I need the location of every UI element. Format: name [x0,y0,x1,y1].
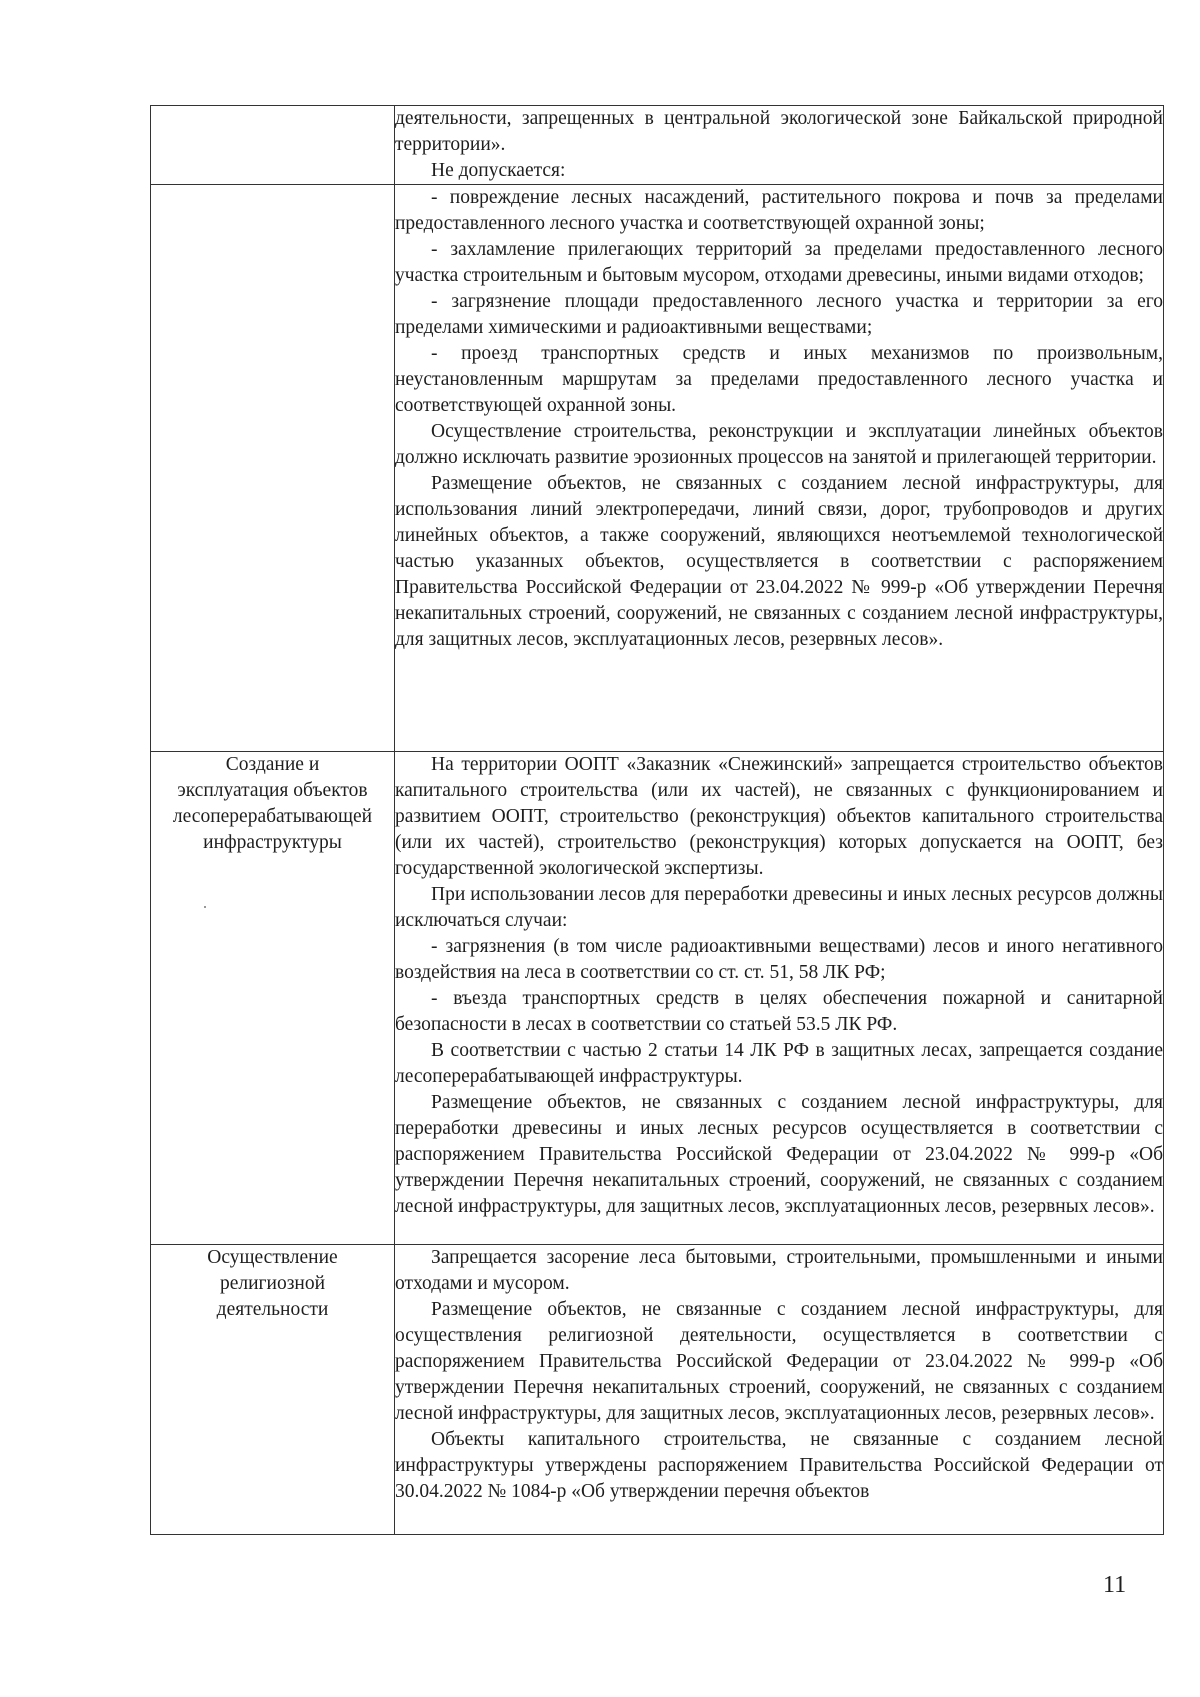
table-row [151,106,1164,185]
activity-name-line: инфраструктуры [203,832,342,853]
paragraph: - въезда транспортных средств в целях обеспечения пожарной и санитарной безопасности в лесах в соответствии со статьей 53.5 ЛК РФ. [395,988,1163,1035]
activity-name-line: эксплуатация объектов [177,780,368,801]
requirements-cell [395,185,1164,752]
requirements-cell [395,106,1164,185]
table-row [151,1245,1164,1535]
paragraph: деятельности, запрещенных в центральной экологической зоне Байкальской природной территории». [395,108,1163,155]
regulations-table [150,105,1164,1535]
activity-name-line: религиозной [219,1273,326,1294]
activity-cell [151,1245,395,1535]
paragraph: Размещение объектов, не связанных с созданием лесной инфраструктуры, для использования линий электропередачи, линий связи, дорог, трубопроводов и других линейных объектов, а также сооружений, являющихся неотъемлемой технологической частью указанных объектов, осуществляется в соответствии с распоряжением Правительства Российской Федерации от 23.04.2022 № 999-р «Об утверждении Перечня некапитальных строений, сооружений, не связанных с созданием лесной инфраструктуры, для защитных лесов, эксплуатационных лесов, резервных лесов». [395,473,1163,650]
activity-name-line: Осуществление [207,1247,338,1268]
activity-cell [151,185,395,752]
table-row [151,752,1164,1245]
activity-name-line: деятельности [216,1299,329,1320]
activity-cell [151,106,395,185]
paragraph: На территории ООПТ «Заказник «Снежинский» запрещается строительство объектов капитального строительства (или их частей), не связанных с функционированием и развитием ООПТ, строительство (реконструкция) объектов капитального строительства (или их частей), строительство (реконструкция) которых допускается на ООПТ, без государственной экологической экспертизы. [395,754,1163,879]
paragraph: Размещение объектов, не связанных с созданием лесной инфраструктуры, для переработки древесины и иных лесных ресурсов осуществляется в соответствии с распоряжением Правительства Российской Федерации от 23.04.2022 № 999-р «Об утверждении Перечня некапитальных строений, сооружений, не связанных с созданием лесной инфраструктуры, для защитных лесов, эксплуатационных лесов, резервных лесов». [395,1092,1163,1217]
paragraph: Не допускается: [431,160,566,181]
paragraph: - загрязнение площади предоставленного лесного участка и территории за его пределами химическими и радиоактивными веществами; [395,291,1163,338]
paragraph: При использовании лесов для переработки древесины и иных лесных ресурсов должны исключаться случаи: [395,884,1163,931]
page-number: 11 [1103,1572,1127,1598]
paragraph: Объекты капитального строительства, не связанные с созданием лесной инфраструктуры утверждены распоряжением Правительства Российской Федерации от 30.04.2022 № 1084-р «Об утверждении перечня объектов [395,1429,1163,1502]
paragraph: В соответствии с частью 2 статьи 14 ЛК РФ в защитных лесах, запрещается создание лесоперерабатывающей инфраструктуры. [395,1040,1163,1087]
paragraph: Размещение объектов, не связанные с созданием лесной инфраструктуры, для осуществления религиозной деятельности, осуществляется в соответствии с распоряжением Правительства Российской Федерации от 23.04.2022 № 999-р «Об утверждении Перечня некапитальных строений, сооружений, не связанных с созданием лесной инфраструктуры, для защитных лесов, эксплуатационных лесов, резервных лесов». [395,1299,1163,1424]
scan-speck [204,906,206,908]
table-row [151,185,1164,752]
paragraph: - захламление прилегающих территорий за пределами предоставленного лесного участка строительным и бытовым мусором, отходами древесины, иными видами отходов; [395,239,1163,286]
paragraph: - повреждение лесных насаждений, растительного покрова и почв за пределами предоставленного лесного участка и соответствующей охранной зоны; [395,187,1163,234]
paragraph: Осуществление строительства, реконструкции и эксплуатации линейных объектов должно исключать развитие эрозионных процессов на занятой и прилегающей территории. [395,421,1163,468]
activity-name-line: Создание и [225,754,320,775]
paragraph: - проезд транспортных средств и иных механизмов по произвольным, неустановленным маршрутам за пределами предоставленного лесного участка и соответствующей охранной зоны. [395,343,1163,416]
requirements-cell [395,752,1164,1245]
activity-name-line: лесоперерабатывающей [172,806,373,827]
paragraph: Запрещается засорение леса бытовыми, строительными, промышленными и иными отходами и мусором. [395,1247,1163,1294]
activity-cell [151,752,395,1245]
requirements-cell [395,1245,1164,1535]
paragraph: - загрязнения (в том числе радиоактивными веществами) лесов и иного негативного воздействия на леса в соответствии со ст. ст. 51, 58 ЛК РФ; [395,936,1163,983]
